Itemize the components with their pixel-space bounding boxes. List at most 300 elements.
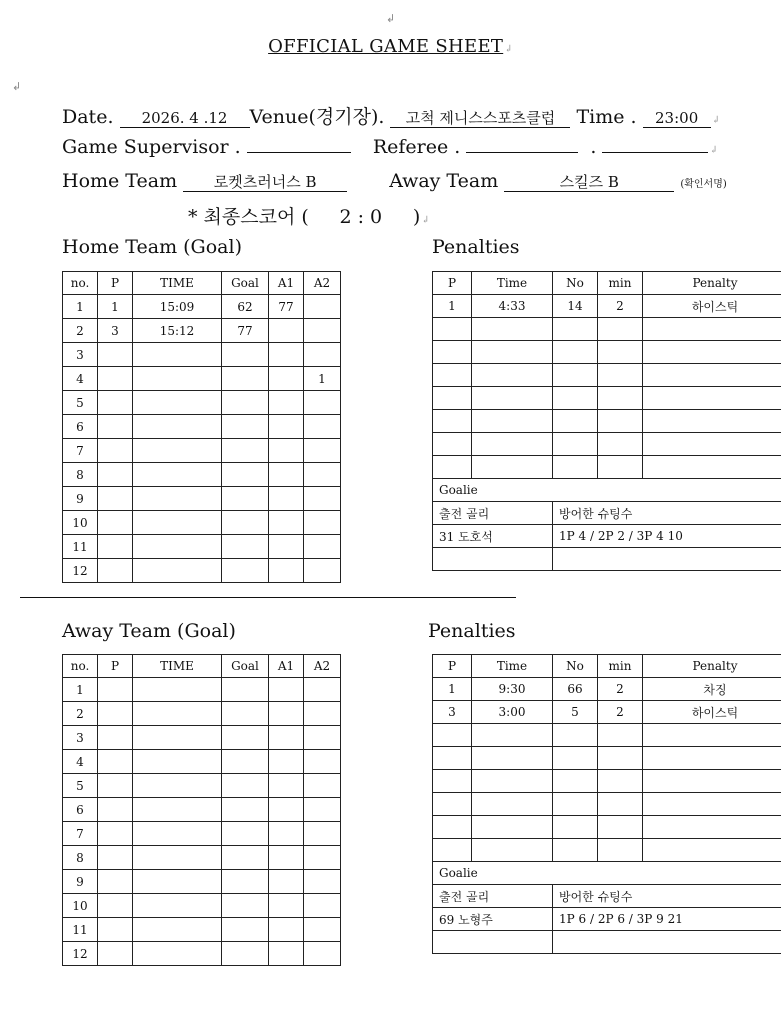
supervisor-field[interactable] — [247, 152, 351, 153]
goal-cell-a1[interactable] — [269, 391, 304, 415]
goal-cell-a1[interactable] — [269, 343, 304, 367]
referee-label: Referee . — [372, 136, 461, 158]
goal-cell-a1[interactable] — [269, 798, 304, 822]
column-header-minutes: min — [598, 272, 643, 295]
penalty-cell-number[interactable] — [553, 341, 598, 364]
goal-cell-time[interactable] — [133, 774, 222, 798]
goal-cell-a2[interactable] — [304, 415, 341, 439]
goal-cell-a2[interactable] — [304, 918, 341, 942]
final-score-line: * 최종스코어 ( 2 : 0 )↲ — [188, 206, 430, 228]
penalty-cell-minutes[interactable] — [598, 724, 643, 747]
goal-cell-period[interactable] — [98, 415, 133, 439]
column-header-a2: A2 — [304, 272, 341, 295]
goal-cell-no: 1 — [63, 678, 98, 702]
goal-cell-goal[interactable] — [222, 870, 269, 894]
penalty-cell-period[interactable] — [433, 747, 472, 770]
goal-cell-goal[interactable] — [222, 535, 269, 559]
goal-cell-goal[interactable]: 77 — [222, 319, 269, 343]
penalty-cell-time[interactable] — [472, 747, 553, 770]
final-score-value[interactable]: 2 : 0 — [339, 206, 383, 228]
penalty-cell-number[interactable] — [553, 816, 598, 839]
column-header-time: TIME — [133, 272, 222, 295]
goal-cell-time[interactable] — [133, 439, 222, 463]
goal-cell-a2[interactable] — [304, 535, 341, 559]
penalty-cell-time[interactable] — [472, 410, 553, 433]
goalie-saves-cell[interactable] — [553, 548, 781, 571]
penalty-cell-period[interactable]: 1 — [433, 678, 472, 701]
goal-cell-period[interactable] — [98, 798, 133, 822]
goal-cell-no: 9 — [63, 487, 98, 511]
goalie-label-row — [433, 479, 781, 502]
goal-cell-period[interactable] — [98, 750, 133, 774]
goal-cell-period[interactable] — [98, 463, 133, 487]
goal-cell-a1[interactable] — [269, 511, 304, 535]
penalty-cell-penalty[interactable]: 하이스틱 — [643, 701, 781, 724]
away-goal-table — [62, 654, 341, 966]
penalty-cell-number[interactable] — [553, 456, 598, 479]
goal-cell-time[interactable] — [133, 415, 222, 439]
goal-cell-no: 11 — [63, 535, 98, 559]
goal-cell-time[interactable] — [133, 894, 222, 918]
goal-cell-a1[interactable] — [269, 535, 304, 559]
goal-cell-no: 4 — [63, 750, 98, 774]
goal-cell-goal[interactable] — [222, 367, 269, 391]
penalty-cell-minutes[interactable] — [598, 410, 643, 433]
table-row — [433, 701, 781, 724]
penalty-cell-number[interactable] — [553, 433, 598, 456]
goal-cell-time[interactable] — [133, 343, 222, 367]
table-row — [433, 433, 781, 456]
goal-cell-a2[interactable]: 1 — [304, 367, 341, 391]
penalty-cell-period[interactable]: 3 — [433, 701, 472, 724]
goalie-name-cell[interactable]: 69 노형주 — [433, 908, 553, 931]
penalty-cell-penalty[interactable] — [643, 816, 781, 839]
penalty-cell-time[interactable] — [472, 318, 553, 341]
goalie-saves-cell[interactable]: 1P 4 / 2P 2 / 3P 4 10 — [553, 525, 781, 548]
final-score-close: ) — [412, 206, 421, 228]
goal-cell-time[interactable] — [133, 942, 222, 966]
penalty-cell-time[interactable] — [472, 793, 553, 816]
penalty-cell-minutes[interactable] — [598, 341, 643, 364]
goalie-empty-row — [433, 931, 781, 954]
paragraph-mark-icon: ↲ — [386, 12, 396, 25]
goal-cell-time[interactable] — [133, 846, 222, 870]
goal-cell-goal[interactable] — [222, 439, 269, 463]
goal-cell-goal[interactable] — [222, 846, 269, 870]
goal-cell-a2[interactable] — [304, 295, 341, 319]
goal-cell-a2[interactable] — [304, 678, 341, 702]
penalty-cell-period[interactable] — [433, 318, 472, 341]
goalie-saves-cell[interactable]: 1P 6 / 2P 6 / 3P 9 21 — [553, 908, 781, 931]
penalty-cell-period[interactable] — [433, 341, 472, 364]
goal-cell-goal[interactable] — [222, 487, 269, 511]
goal-cell-goal[interactable] — [222, 918, 269, 942]
penalty-cell-time[interactable] — [472, 433, 553, 456]
goal-cell-a1[interactable] — [269, 559, 304, 583]
goal-cell-no: 12 — [63, 559, 98, 583]
penalty-cell-minutes[interactable]: 2 — [598, 678, 643, 701]
column-header-penalty: Penalty — [643, 272, 781, 295]
table-row — [433, 747, 781, 770]
table-row — [63, 846, 341, 870]
goal-cell-no: 8 — [63, 463, 98, 487]
penalty-cell-minutes[interactable] — [598, 770, 643, 793]
goal-cell-a2[interactable] — [304, 846, 341, 870]
penalty-cell-minutes[interactable] — [598, 318, 643, 341]
final-score-label: * 최종스코어 ( — [188, 206, 309, 228]
goal-cell-a2[interactable] — [304, 319, 341, 343]
goal-cell-a1[interactable] — [269, 415, 304, 439]
table-row — [63, 822, 341, 846]
section-divider — [20, 597, 516, 598]
goal-cell-a2[interactable] — [304, 942, 341, 966]
penalty-cell-period[interactable] — [433, 410, 472, 433]
goal-cell-a2[interactable] — [304, 343, 341, 367]
goalie-label: Goalie — [433, 479, 781, 502]
goal-cell-a2[interactable] — [304, 870, 341, 894]
goal-cell-a2[interactable] — [304, 439, 341, 463]
column-header-no: no. — [63, 272, 98, 295]
goal-cell-period[interactable] — [98, 846, 133, 870]
goal-cell-period[interactable] — [98, 439, 133, 463]
goal-cell-goal[interactable] — [222, 894, 269, 918]
away-team-field[interactable]: 스킬즈 B — [504, 173, 674, 192]
away-penalty-heading: Penalties — [428, 620, 516, 642]
penalty-cell-minutes[interactable] — [598, 387, 643, 410]
goal-cell-a1[interactable] — [269, 487, 304, 511]
goal-cell-goal[interactable] — [222, 750, 269, 774]
goal-cell-goal[interactable]: 62 — [222, 295, 269, 319]
penalty-cell-time[interactable] — [472, 456, 553, 479]
goal-cell-a2[interactable] — [304, 391, 341, 415]
venue-label: Venue(경기장). — [249, 106, 385, 128]
goal-cell-time[interactable] — [133, 535, 222, 559]
penalty-cell-time[interactable] — [472, 770, 553, 793]
table-row — [433, 410, 781, 433]
goal-cell-a1[interactable] — [269, 319, 304, 343]
goal-cell-goal[interactable] — [222, 942, 269, 966]
referee-separator: . — [590, 136, 597, 158]
goal-cell-period[interactable] — [98, 726, 133, 750]
column-header-time: Time — [472, 655, 553, 678]
goal-cell-time[interactable] — [133, 463, 222, 487]
goal-cell-goal[interactable] — [222, 343, 269, 367]
penalty-cell-penalty[interactable] — [643, 839, 781, 862]
penalty-cell-time[interactable] — [472, 839, 553, 862]
goal-cell-a1[interactable]: 77 — [269, 295, 304, 319]
goal-cell-goal[interactable] — [222, 726, 269, 750]
penalty-cell-time[interactable] — [472, 387, 553, 410]
goal-cell-period[interactable] — [98, 678, 133, 702]
goal-cell-a2[interactable] — [304, 511, 341, 535]
penalty-cell-penalty[interactable]: 하이스틱 — [643, 295, 781, 318]
table-header-row — [63, 655, 341, 678]
goal-cell-time[interactable] — [133, 367, 222, 391]
goal-cell-time[interactable]: 15:09 — [133, 295, 222, 319]
goal-cell-period[interactable] — [98, 870, 133, 894]
table-header-row — [63, 272, 341, 295]
goal-cell-time[interactable] — [133, 678, 222, 702]
table-row — [63, 894, 341, 918]
goal-cell-period[interactable] — [98, 822, 133, 846]
table-row — [63, 535, 341, 559]
home-goal-table — [62, 271, 341, 583]
goal-cell-time[interactable] — [133, 822, 222, 846]
penalty-cell-minutes[interactable] — [598, 816, 643, 839]
goal-cell-time[interactable]: 15:12 — [133, 319, 222, 343]
goal-cell-period[interactable] — [98, 942, 133, 966]
penalty-cell-number[interactable]: 66 — [553, 678, 598, 701]
goal-cell-a1[interactable] — [269, 463, 304, 487]
goalie-name-cell[interactable] — [433, 931, 553, 954]
goal-cell-no: 4 — [63, 367, 98, 391]
penalty-cell-penalty[interactable] — [643, 341, 781, 364]
column-header-period: P — [433, 655, 472, 678]
referee-field-2[interactable] — [602, 152, 708, 153]
goal-cell-period[interactable] — [98, 367, 133, 391]
goal-cell-goal[interactable] — [222, 415, 269, 439]
venue-field[interactable]: 고척 제니스스포츠클럽 — [390, 109, 570, 128]
table-row — [433, 839, 781, 862]
goal-cell-no: 6 — [63, 415, 98, 439]
table-header-row — [433, 655, 781, 678]
goal-cell-goal[interactable] — [222, 391, 269, 415]
penalty-cell-penalty[interactable] — [643, 387, 781, 410]
goal-cell-goal[interactable] — [222, 702, 269, 726]
goal-cell-a1[interactable] — [269, 367, 304, 391]
penalty-cell-time[interactable] — [472, 724, 553, 747]
penalty-cell-minutes[interactable] — [598, 839, 643, 862]
penalty-cell-time[interactable]: 4:33 — [472, 295, 553, 318]
goal-cell-a1[interactable] — [269, 678, 304, 702]
goal-cell-time[interactable] — [133, 870, 222, 894]
penalty-cell-period[interactable] — [433, 793, 472, 816]
table-row — [433, 341, 781, 364]
goal-cell-a1[interactable] — [269, 774, 304, 798]
penalty-cell-period[interactable] — [433, 364, 472, 387]
penalty-cell-penalty[interactable]: 차징 — [643, 678, 781, 701]
penalty-cell-minutes[interactable] — [598, 747, 643, 770]
date-field[interactable]: 2026. 4 .12 — [120, 109, 250, 128]
goal-cell-period[interactable] — [98, 894, 133, 918]
penalty-cell-period[interactable] — [433, 770, 472, 793]
goal-cell-a1[interactable] — [269, 846, 304, 870]
goal-cell-period[interactable] — [98, 559, 133, 583]
column-header-a1: A1 — [269, 272, 304, 295]
goalie-column-header: 출전 골리 — [433, 502, 553, 525]
away-goal-heading: Away Team (Goal) — [62, 620, 236, 642]
penalty-cell-number[interactable]: 5 — [553, 701, 598, 724]
column-header-time: TIME — [133, 655, 222, 678]
goal-cell-time[interactable] — [133, 559, 222, 583]
table-row — [433, 816, 781, 839]
goal-cell-period[interactable] — [98, 918, 133, 942]
column-header-time: Time — [472, 272, 553, 295]
penalty-cell-period[interactable] — [433, 456, 472, 479]
penalty-cell-minutes[interactable] — [598, 793, 643, 816]
supervisor-label: Game Supervisor . — [62, 136, 241, 158]
penalty-cell-penalty[interactable] — [643, 318, 781, 341]
goal-cell-time[interactable] — [133, 702, 222, 726]
goal-cell-goal[interactable] — [222, 678, 269, 702]
penalty-cell-minutes[interactable] — [598, 456, 643, 479]
goalie-empty-row — [433, 548, 781, 571]
penalty-cell-time[interactable]: 9:30 — [472, 678, 553, 701]
table-row — [63, 702, 341, 726]
paragraph-mark-icon: ↲ — [12, 80, 22, 93]
table-row — [433, 793, 781, 816]
goal-cell-a1[interactable] — [269, 870, 304, 894]
goalie-name-cell[interactable] — [433, 548, 553, 571]
goal-cell-period[interactable] — [98, 535, 133, 559]
goal-cell-a2[interactable] — [304, 487, 341, 511]
goal-cell-a2[interactable] — [304, 726, 341, 750]
penalty-cell-minutes[interactable] — [598, 433, 643, 456]
goal-cell-goal[interactable] — [222, 774, 269, 798]
penalty-cell-time[interactable] — [472, 364, 553, 387]
goal-cell-period[interactable]: 3 — [98, 319, 133, 343]
penalty-cell-number[interactable] — [553, 364, 598, 387]
goal-cell-period[interactable] — [98, 511, 133, 535]
goal-cell-a1[interactable] — [269, 750, 304, 774]
penalty-cell-number[interactable] — [553, 770, 598, 793]
officials-line: Game Supervisor . Referee . . ↲ — [62, 136, 718, 158]
table-row — [63, 319, 341, 343]
penalty-cell-penalty[interactable] — [643, 793, 781, 816]
penalty-cell-penalty[interactable] — [643, 364, 781, 387]
goal-cell-goal[interactable] — [222, 511, 269, 535]
goal-cell-time[interactable] — [133, 511, 222, 535]
teams-line — [62, 170, 727, 192]
goal-cell-period[interactable] — [98, 391, 133, 415]
goal-cell-a2[interactable] — [304, 798, 341, 822]
penalty-cell-number[interactable]: 14 — [553, 295, 598, 318]
goal-cell-a2[interactable] — [304, 894, 341, 918]
penalty-cell-minutes[interactable] — [598, 364, 643, 387]
penalty-cell-time[interactable] — [472, 341, 553, 364]
penalty-cell-penalty[interactable] — [643, 456, 781, 479]
goal-cell-period[interactable] — [98, 343, 133, 367]
goal-cell-time[interactable] — [133, 391, 222, 415]
goal-cell-a2[interactable] — [304, 750, 341, 774]
goal-cell-period[interactable] — [98, 702, 133, 726]
goal-cell-goal[interactable] — [222, 559, 269, 583]
goal-cell-a2[interactable] — [304, 774, 341, 798]
goalie-header-row — [433, 885, 781, 908]
goal-cell-no: 7 — [63, 822, 98, 846]
penalty-cell-period[interactable] — [433, 387, 472, 410]
home-team-label: Home Team — [62, 170, 178, 192]
goalie-label: Goalie — [433, 862, 781, 885]
table-row — [63, 367, 341, 391]
penalty-cell-period[interactable] — [433, 433, 472, 456]
table-row — [433, 387, 781, 410]
table-row — [433, 770, 781, 793]
goal-cell-a1[interactable] — [269, 894, 304, 918]
column-header-no: no. — [63, 655, 98, 678]
goal-cell-a1[interactable] — [269, 726, 304, 750]
goal-cell-goal[interactable] — [222, 463, 269, 487]
penalty-cell-penalty[interactable] — [643, 770, 781, 793]
penalty-cell-minutes[interactable]: 2 — [598, 295, 643, 318]
goalie-name-cell[interactable]: 31 도호석 — [433, 525, 553, 548]
goal-cell-no: 6 — [63, 798, 98, 822]
goal-cell-a2[interactable] — [304, 559, 341, 583]
time-field[interactable]: 23:00 — [643, 109, 711, 128]
goal-cell-period[interactable] — [98, 487, 133, 511]
penalty-cell-period[interactable] — [433, 724, 472, 747]
goal-cell-time[interactable] — [133, 487, 222, 511]
penalty-cell-penalty[interactable] — [643, 433, 781, 456]
table-row — [63, 295, 341, 319]
goal-cell-a1[interactable] — [269, 918, 304, 942]
goal-cell-a1[interactable] — [269, 822, 304, 846]
penalty-cell-number[interactable] — [553, 387, 598, 410]
penalty-cell-number[interactable] — [553, 839, 598, 862]
goal-cell-a2[interactable] — [304, 702, 341, 726]
goal-cell-a1[interactable] — [269, 439, 304, 463]
table-row — [63, 774, 341, 798]
penalty-cell-number[interactable] — [553, 410, 598, 433]
referee-field[interactable] — [466, 152, 578, 153]
table-row — [63, 391, 341, 415]
goal-cell-no: 2 — [63, 702, 98, 726]
goal-cell-time[interactable] — [133, 798, 222, 822]
goal-cell-no: 3 — [63, 726, 98, 750]
goal-cell-no: 2 — [63, 319, 98, 343]
goal-cell-goal[interactable] — [222, 798, 269, 822]
penalty-cell-minutes[interactable]: 2 — [598, 701, 643, 724]
home-penalty-heading: Penalties — [432, 236, 520, 258]
penalty-cell-penalty[interactable] — [643, 410, 781, 433]
goal-cell-time[interactable] — [133, 918, 222, 942]
penalty-cell-penalty[interactable] — [643, 747, 781, 770]
goal-cell-a2[interactable] — [304, 822, 341, 846]
goal-cell-period[interactable] — [98, 774, 133, 798]
goal-cell-a2[interactable] — [304, 463, 341, 487]
goal-cell-time[interactable] — [133, 750, 222, 774]
penalty-cell-time[interactable]: 3:00 — [472, 701, 553, 724]
goalie-data-row — [433, 525, 781, 548]
penalty-cell-penalty[interactable] — [643, 724, 781, 747]
penalty-cell-number[interactable] — [553, 318, 598, 341]
table-row — [63, 678, 341, 702]
column-header-a1: A1 — [269, 655, 304, 678]
column-header-goal: Goal — [222, 655, 269, 678]
away-team-label: Away Team — [389, 170, 499, 192]
goal-cell-a1[interactable] — [269, 702, 304, 726]
penalty-cell-number[interactable] — [553, 747, 598, 770]
table-row — [63, 918, 341, 942]
home-team-field[interactable]: 로켓츠러너스 B — [183, 173, 347, 192]
table-row — [433, 295, 781, 318]
column-header-penalty: Penalty — [643, 655, 781, 678]
column-header-number: No — [553, 272, 598, 295]
penalty-cell-number[interactable] — [553, 793, 598, 816]
penalty-cell-period[interactable]: 1 — [433, 295, 472, 318]
goalie-saves-cell[interactable] — [553, 931, 781, 954]
goal-cell-period[interactable]: 1 — [98, 295, 133, 319]
goal-cell-no: 5 — [63, 391, 98, 415]
penalty-cell-period[interactable] — [433, 816, 472, 839]
goal-cell-time[interactable] — [133, 726, 222, 750]
goal-cell-goal[interactable] — [222, 822, 269, 846]
goal-cell-a1[interactable] — [269, 942, 304, 966]
penalty-cell-number[interactable] — [553, 724, 598, 747]
penalty-cell-period[interactable] — [433, 839, 472, 862]
penalty-cell-time[interactable] — [472, 816, 553, 839]
date-venue-line: Date. 2026. 4 .12 Venue(경기장). 고척 제니스스포츠클럽 Time . 23:00 ↲ — [62, 106, 721, 128]
